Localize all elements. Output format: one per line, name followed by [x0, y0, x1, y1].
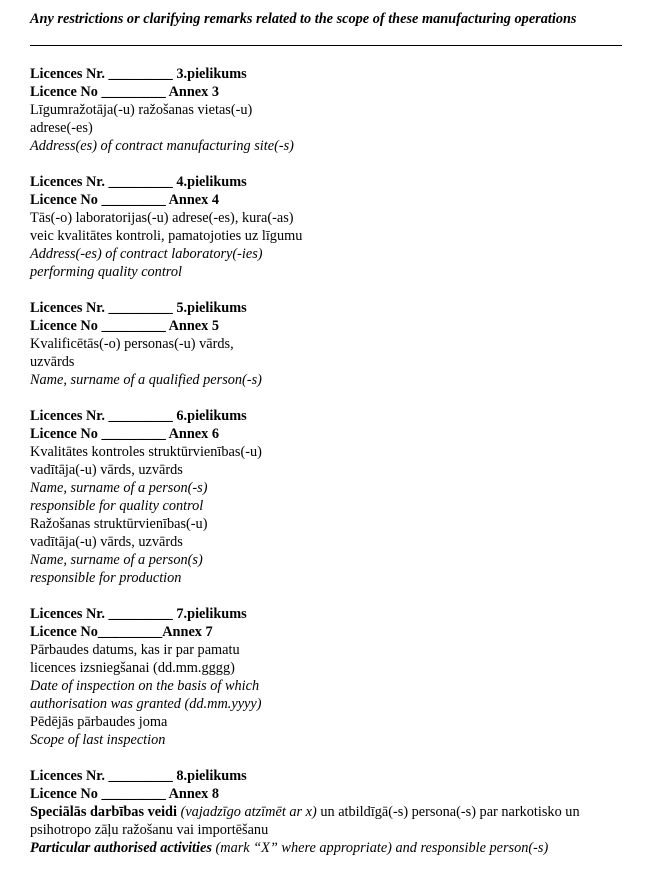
- annex-en-description: Name, surname of a person(s): [30, 552, 203, 568]
- annex-en-header: Licence No _________ Annex 4: [30, 192, 220, 208]
- annex-lv-description: Līgumražotāja(-u) ražošanas vietas(-u): [30, 102, 253, 118]
- annex-lv-description: vadītāja(-u) vārds, uzvārds: [30, 462, 183, 478]
- activities-lv-rest: un atbildīgā(-s) persona(-s) par narkotisko un psihotropo zāļu ražošanu vai importēšanu: [30, 804, 580, 838]
- annex-en-header: Licence No _________ Annex 6: [30, 426, 220, 442]
- annex-lv-description: Kvalitātes kontroles struktūrvienības(-u): [30, 444, 262, 460]
- document-page: [30, 10, 630, 875]
- annex-en-header: Licence No _________ Annex 3: [30, 84, 220, 100]
- annex-lv-description: adrese(-es): [30, 120, 93, 136]
- intro-remarks: Any restrictions or clarifying remarks related to the scope of these manufacturing operations: [30, 11, 577, 27]
- annex-lv-description: veic kvalitātes kontroli, pamatojoties uz līgumu: [30, 228, 303, 244]
- annex-en-description: responsible for production: [30, 570, 182, 586]
- annex-lv-header: Licences Nr. _________ 7.pielikums: [30, 606, 247, 622]
- activities-lv-italic: (vajadzīgo atzīmēt ar x): [180, 804, 317, 820]
- activities-en-italic: (mark “X” where appropriate) and responsible person(-s): [215, 840, 549, 856]
- annex-lv-description: Kvalificētās(-o) personas(-u) vārds,: [30, 336, 234, 352]
- annex-en-description: Scope of last inspection: [30, 732, 166, 748]
- annex-lv-description: Pēdējās pārbaudes joma: [30, 714, 168, 730]
- annex-lv-description: Ražošanas struktūrvienības(-u): [30, 516, 208, 532]
- activities-en-bold-italic: Particular authorised activities: [30, 840, 212, 856]
- activities-lv-bold: Speciālās darbības veidi: [30, 804, 177, 820]
- activities-en-text: [30, 839, 630, 857]
- annex-sections: [30, 65, 630, 749]
- annex-section: [30, 65, 630, 155]
- annex-section: [30, 299, 630, 389]
- annex-lv-header: Licences Nr. _________ 8.pielikums: [30, 768, 247, 784]
- annex-en-description: Name, surname of a person(-s): [30, 480, 208, 496]
- annex-en-header: Licence No _________ Annex 5: [30, 318, 220, 334]
- annex-en-description: Address(es) of contract manufacturing site(-s): [30, 138, 294, 154]
- annex-section: [30, 407, 630, 587]
- annex-en-description: responsible for quality control: [30, 498, 204, 514]
- annex-lv-header: Licences Nr. _________ 3.pielikums: [30, 66, 247, 82]
- annex-en-header: Licence No _________ Annex 8: [30, 786, 220, 802]
- activities-lv-text: [30, 803, 630, 839]
- annex-en-description: Name, surname of a qualified person(-s): [30, 372, 262, 388]
- annex-lv-header: Licences Nr. _________ 6.pielikums: [30, 408, 247, 424]
- annex-lv-header: Licences Nr. _________ 5.pielikums: [30, 300, 247, 316]
- annex-en-description: performing quality control: [30, 264, 182, 280]
- annex-lv-description: Tās(-o) laboratorijas(-u) adrese(-es), kura(-as): [30, 210, 294, 226]
- annex-lv-description: Pārbaudes datums, kas ir par pamatu: [30, 642, 240, 658]
- annex-section-8: [30, 767, 630, 857]
- annex-lv-description: licences izsniegšanai (dd.mm.gggg): [30, 660, 235, 676]
- annex-section: [30, 605, 630, 749]
- annex-section: [30, 173, 630, 281]
- annex-lv-header: Licences Nr. _________ 4.pielikums: [30, 174, 247, 190]
- annex-en-header: Licence No_________Annex 7: [30, 624, 213, 640]
- annex-lv-description: vadītāja(-u) vārds, uzvārds: [30, 534, 183, 550]
- horizontal-rule: [30, 45, 622, 46]
- annex-en-description: Date of inspection on the basis of which: [30, 678, 260, 694]
- annex-en-description: Address(-es) of contract laboratory(-ies): [30, 246, 263, 262]
- annex-en-description: authorisation was granted (dd.mm.yyyy): [30, 696, 262, 712]
- annex-lv-description: uzvārds: [30, 354, 75, 370]
